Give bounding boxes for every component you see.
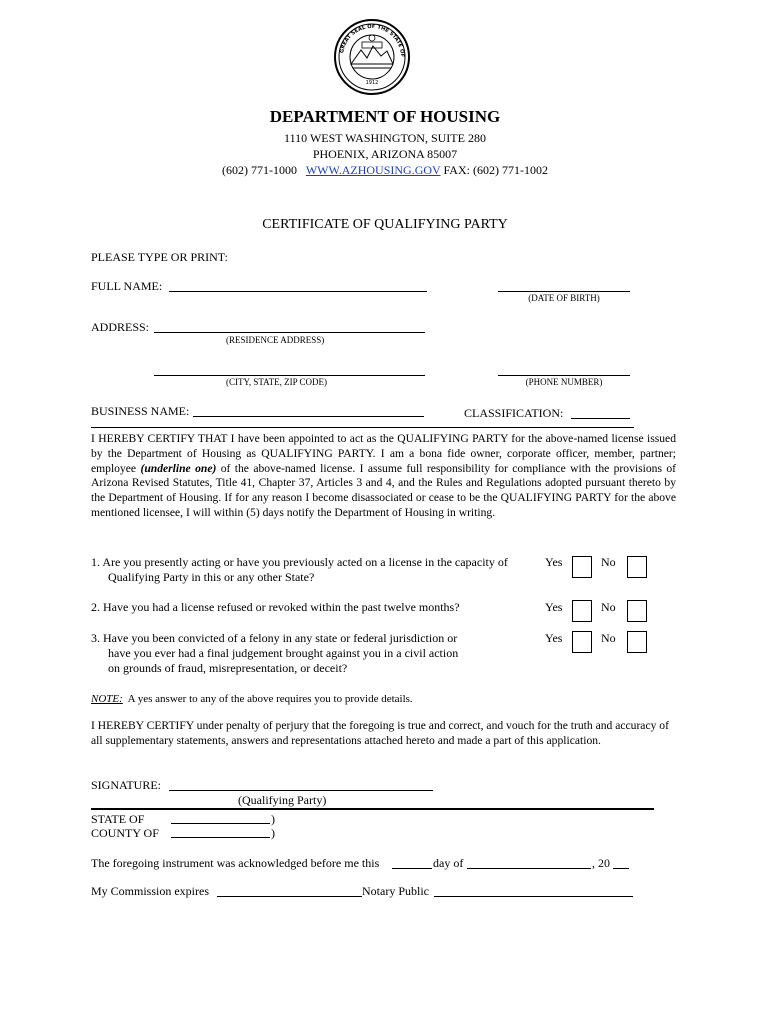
question-1 xyxy=(91,555,508,585)
question-1-no-label: No xyxy=(601,555,616,569)
question-2-yes-label: Yes xyxy=(545,600,563,614)
perjury-paragraph: I HEREBY CERTIFY under penalty of perjury that the foregoing is true and correct, and vouch for the truth and accuracy of all supplementary statements, answers and representations attached hereto and made a part of this application. xyxy=(91,719,669,747)
acknowledgement-text: The foregoing instrument was acknowledged before me this xyxy=(91,856,380,870)
ack-month-field[interactable] xyxy=(467,868,591,869)
business-name-label: BUSINESS NAME: xyxy=(91,404,190,418)
address-label: ADDRESS: xyxy=(91,320,150,334)
certify-text-1: I HEREBY CERTIFY THAT I have been appointed to act as the QUALIFYING PARTY for the above-named license issued by the Department of Housing as QUALIFYING PARTY. I am a bona fide owner, corporate officer, member, partner; employee xyxy=(91,432,676,475)
city-caption: (CITY, STATE, ZIP CODE) xyxy=(226,377,328,387)
signature-field[interactable] xyxy=(169,790,433,791)
question-3-no-checkbox[interactable] xyxy=(627,631,647,653)
instruction-text: PLEASE TYPE OR PRINT: xyxy=(91,250,228,264)
arizona-seal-logo xyxy=(333,18,411,96)
phone-number: (602) 771-1000 xyxy=(222,163,298,177)
question-2-yes-checkbox[interactable] xyxy=(572,600,592,622)
note xyxy=(91,692,413,706)
notary-divider xyxy=(91,808,654,810)
full-name-label: FULL NAME: xyxy=(91,279,163,293)
department-title: DEPARTMENT OF HOUSING xyxy=(269,107,501,126)
fax-number: FAX: (602) 771-1002 xyxy=(443,163,548,177)
question-1-yes-checkbox[interactable] xyxy=(572,556,592,578)
county-of-field[interactable] xyxy=(171,837,270,838)
question-3-yes-label: Yes xyxy=(545,631,563,645)
underline-one-emphasis: (underline one) xyxy=(140,461,217,475)
classification-field[interactable] xyxy=(571,418,630,419)
dob-caption: (DATE OF BIRTH) xyxy=(528,293,600,303)
ack-day-field[interactable] xyxy=(392,868,432,869)
signature-caption: (Qualifying Party) xyxy=(238,793,327,807)
day-of-label: day of xyxy=(433,856,464,870)
question-3-line-1: 3. Have you been convicted of a felony in any state or federal jurisdiction or xyxy=(91,631,458,645)
state-of-field[interactable] xyxy=(171,823,270,824)
notary-public-signature-field[interactable] xyxy=(434,896,633,897)
county-paren: ) xyxy=(271,826,275,840)
svg-text:1912: 1912 xyxy=(365,80,379,86)
residence-address-field[interactable] xyxy=(154,332,425,333)
commission-expires-label: My Commission expires xyxy=(91,884,210,898)
full-name-field[interactable] xyxy=(169,291,427,292)
note-label: NOTE: xyxy=(91,693,123,705)
form-title: CERTIFICATE OF QUALIFYING PARTY xyxy=(262,217,508,232)
question-2-no-checkbox[interactable] xyxy=(627,600,647,622)
signature-label: SIGNATURE: xyxy=(91,778,162,792)
certify-text-2: of the above-named license. I assume full responsibility for compliance with the provisions of Arizona Revised Statutes, Title 41, Chapter 37, Articles 3 and 4, and the Rules and Regulations adopted pursuant thereto by the Department of Housing. If for any reason I become disassociated or cease to be the QUALIFYING PARTY for the above mentioned licensee, I will within (5) days notify the Department of Housing in writing. xyxy=(91,461,676,519)
svg-text:GREAT SEAL OF THE STATE OF ARI: GREAT SEAL OF THE STATE OF xyxy=(339,23,406,58)
section-divider xyxy=(91,427,634,428)
county-of-label: COUNTY OF xyxy=(91,826,159,840)
question-1-yes-label: Yes xyxy=(545,555,563,569)
notary-public-label: Notary Public xyxy=(362,884,429,898)
state-of-label: STATE OF xyxy=(91,812,145,826)
ack-year-field[interactable] xyxy=(613,868,629,869)
question-3 xyxy=(91,631,458,676)
year-prefix: , 20 xyxy=(592,856,610,870)
state-paren: ) xyxy=(271,812,275,826)
commission-expires-field[interactable] xyxy=(217,896,362,897)
question-3-yes-checkbox[interactable] xyxy=(572,631,592,653)
city-state-zip-field[interactable] xyxy=(154,375,425,376)
residence-caption: (RESIDENCE ADDRESS) xyxy=(226,335,325,345)
note-text: A yes answer to any of the above requires you to provide details. xyxy=(122,693,413,705)
certify-paragraph xyxy=(91,432,676,521)
question-3-line-3: on grounds of fraud, misrepresentation, or deceit? xyxy=(108,661,348,675)
phone-number-field[interactable] xyxy=(498,375,630,376)
question-2-text: 2. Have you had a license refused or revoked within the past twelve months? xyxy=(91,600,460,614)
date-of-birth-field[interactable] xyxy=(498,291,630,292)
question-3-line-2: have you ever had a final judgement brought against you in a civil action xyxy=(108,646,459,660)
contact-line xyxy=(0,163,770,178)
phone-caption: (PHONE NUMBER) xyxy=(525,377,603,387)
business-name-field[interactable] xyxy=(193,416,424,417)
website-link[interactable]: WWW.AZHOUSING.GOV xyxy=(305,163,441,177)
question-2-no-label: No xyxy=(601,600,616,614)
question-1-line-2: Qualifying Party in this or any other State? xyxy=(108,570,315,584)
question-3-no-label: No xyxy=(601,631,616,645)
address-line-1: 1110 WEST WASHINGTON, SUITE 280 xyxy=(284,131,486,145)
classification-label: CLASSIFICATION: xyxy=(464,406,564,420)
question-1-no-checkbox[interactable] xyxy=(627,556,647,578)
address-line-2: PHOENIX, ARIZONA 85007 xyxy=(312,147,458,161)
question-1-line-1: 1. Are you presently acting or have you previously acted on a license in the capacity of xyxy=(91,555,508,569)
